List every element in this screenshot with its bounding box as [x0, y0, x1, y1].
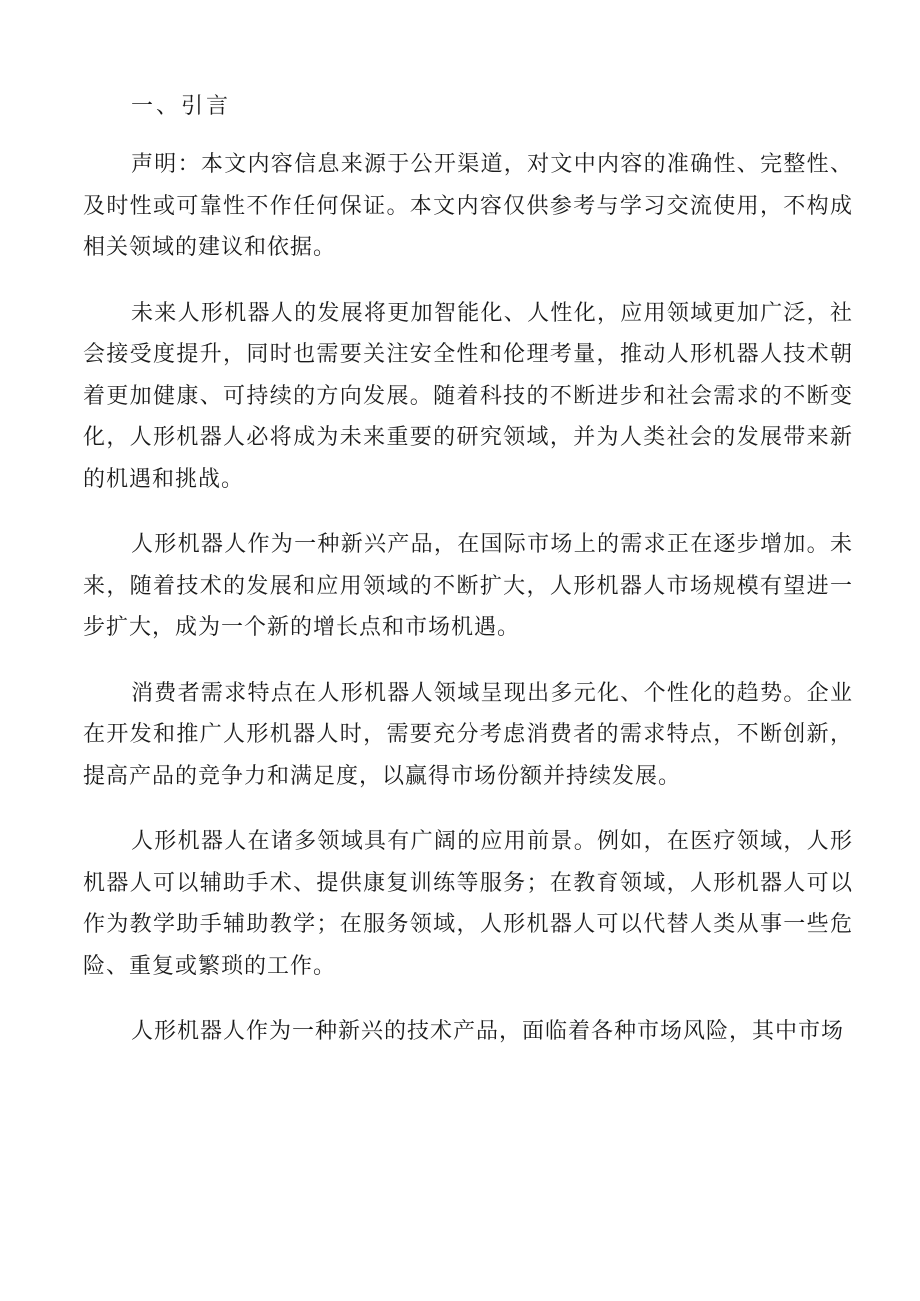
- paragraph-applications: 人形机器人在诸多领域具有广阔的应用前景。例如，在医疗领域，人形机器人可以辅助手术、提供康复训练等服务；在教育领域，人形机器人可以作为教学助手辅助教学；在服务领域，人形机器人可以代替人类从事一些危险、重复或繁琐的工作。: [83, 829, 853, 979]
- spacer: [83, 269, 853, 293]
- spacer: [83, 128, 853, 144]
- paragraph-market-demand: 人形机器人作为一种新兴产品，在国际市场上的需求正在逐步增加。未来，随着技术的发展和应用领域的不断扩大，人形机器人市场规模有望进一步扩大，成为一个新的增长点和市场机遇。: [83, 532, 853, 640]
- spacer: [83, 987, 853, 1011]
- paragraph-disclaimer: 声明：本文内容信息来源于公开渠道，对文中内容的准确性、完整性、及时性或可靠性不作任何保证。本文内容仅供参考与学习交流使用，不构成相关领域的建议和依据。: [83, 152, 853, 260]
- spacer: [83, 500, 853, 524]
- document-page: [83, 86, 853, 1053]
- spacer: [83, 797, 853, 821]
- paragraph-consumer-needs: 消费者需求特点在人形机器人领域呈现出多元化、个性化的趋势。企业在开发和推广人形机器人时，需要充分考虑消费者的需求特点，不断创新，提高产品的竞争力和满足度，以赢得市场份额并持续发展。: [83, 680, 853, 789]
- section-heading: 一、引言: [131, 94, 232, 119]
- paragraph-future-development: 未来人形机器人的发展将更加智能化、人性化，应用领域更加广泛，社会接受度提升，同时也需要关注安全性和伦理考量，推动人形机器人技术朝着更加健康、可持续的方向发展。随着科技的不断进步和社会需求的不断变化，人形机器人必将成为未来重要的研究领域，并为人类社会的发展带来新的机遇和挑战。: [83, 300, 853, 492]
- spacer: [83, 649, 853, 673]
- paragraph-market-risk: 人形机器人作为一种新兴的技术产品，面临着各种市场风险，其中市场: [131, 1019, 845, 1044]
